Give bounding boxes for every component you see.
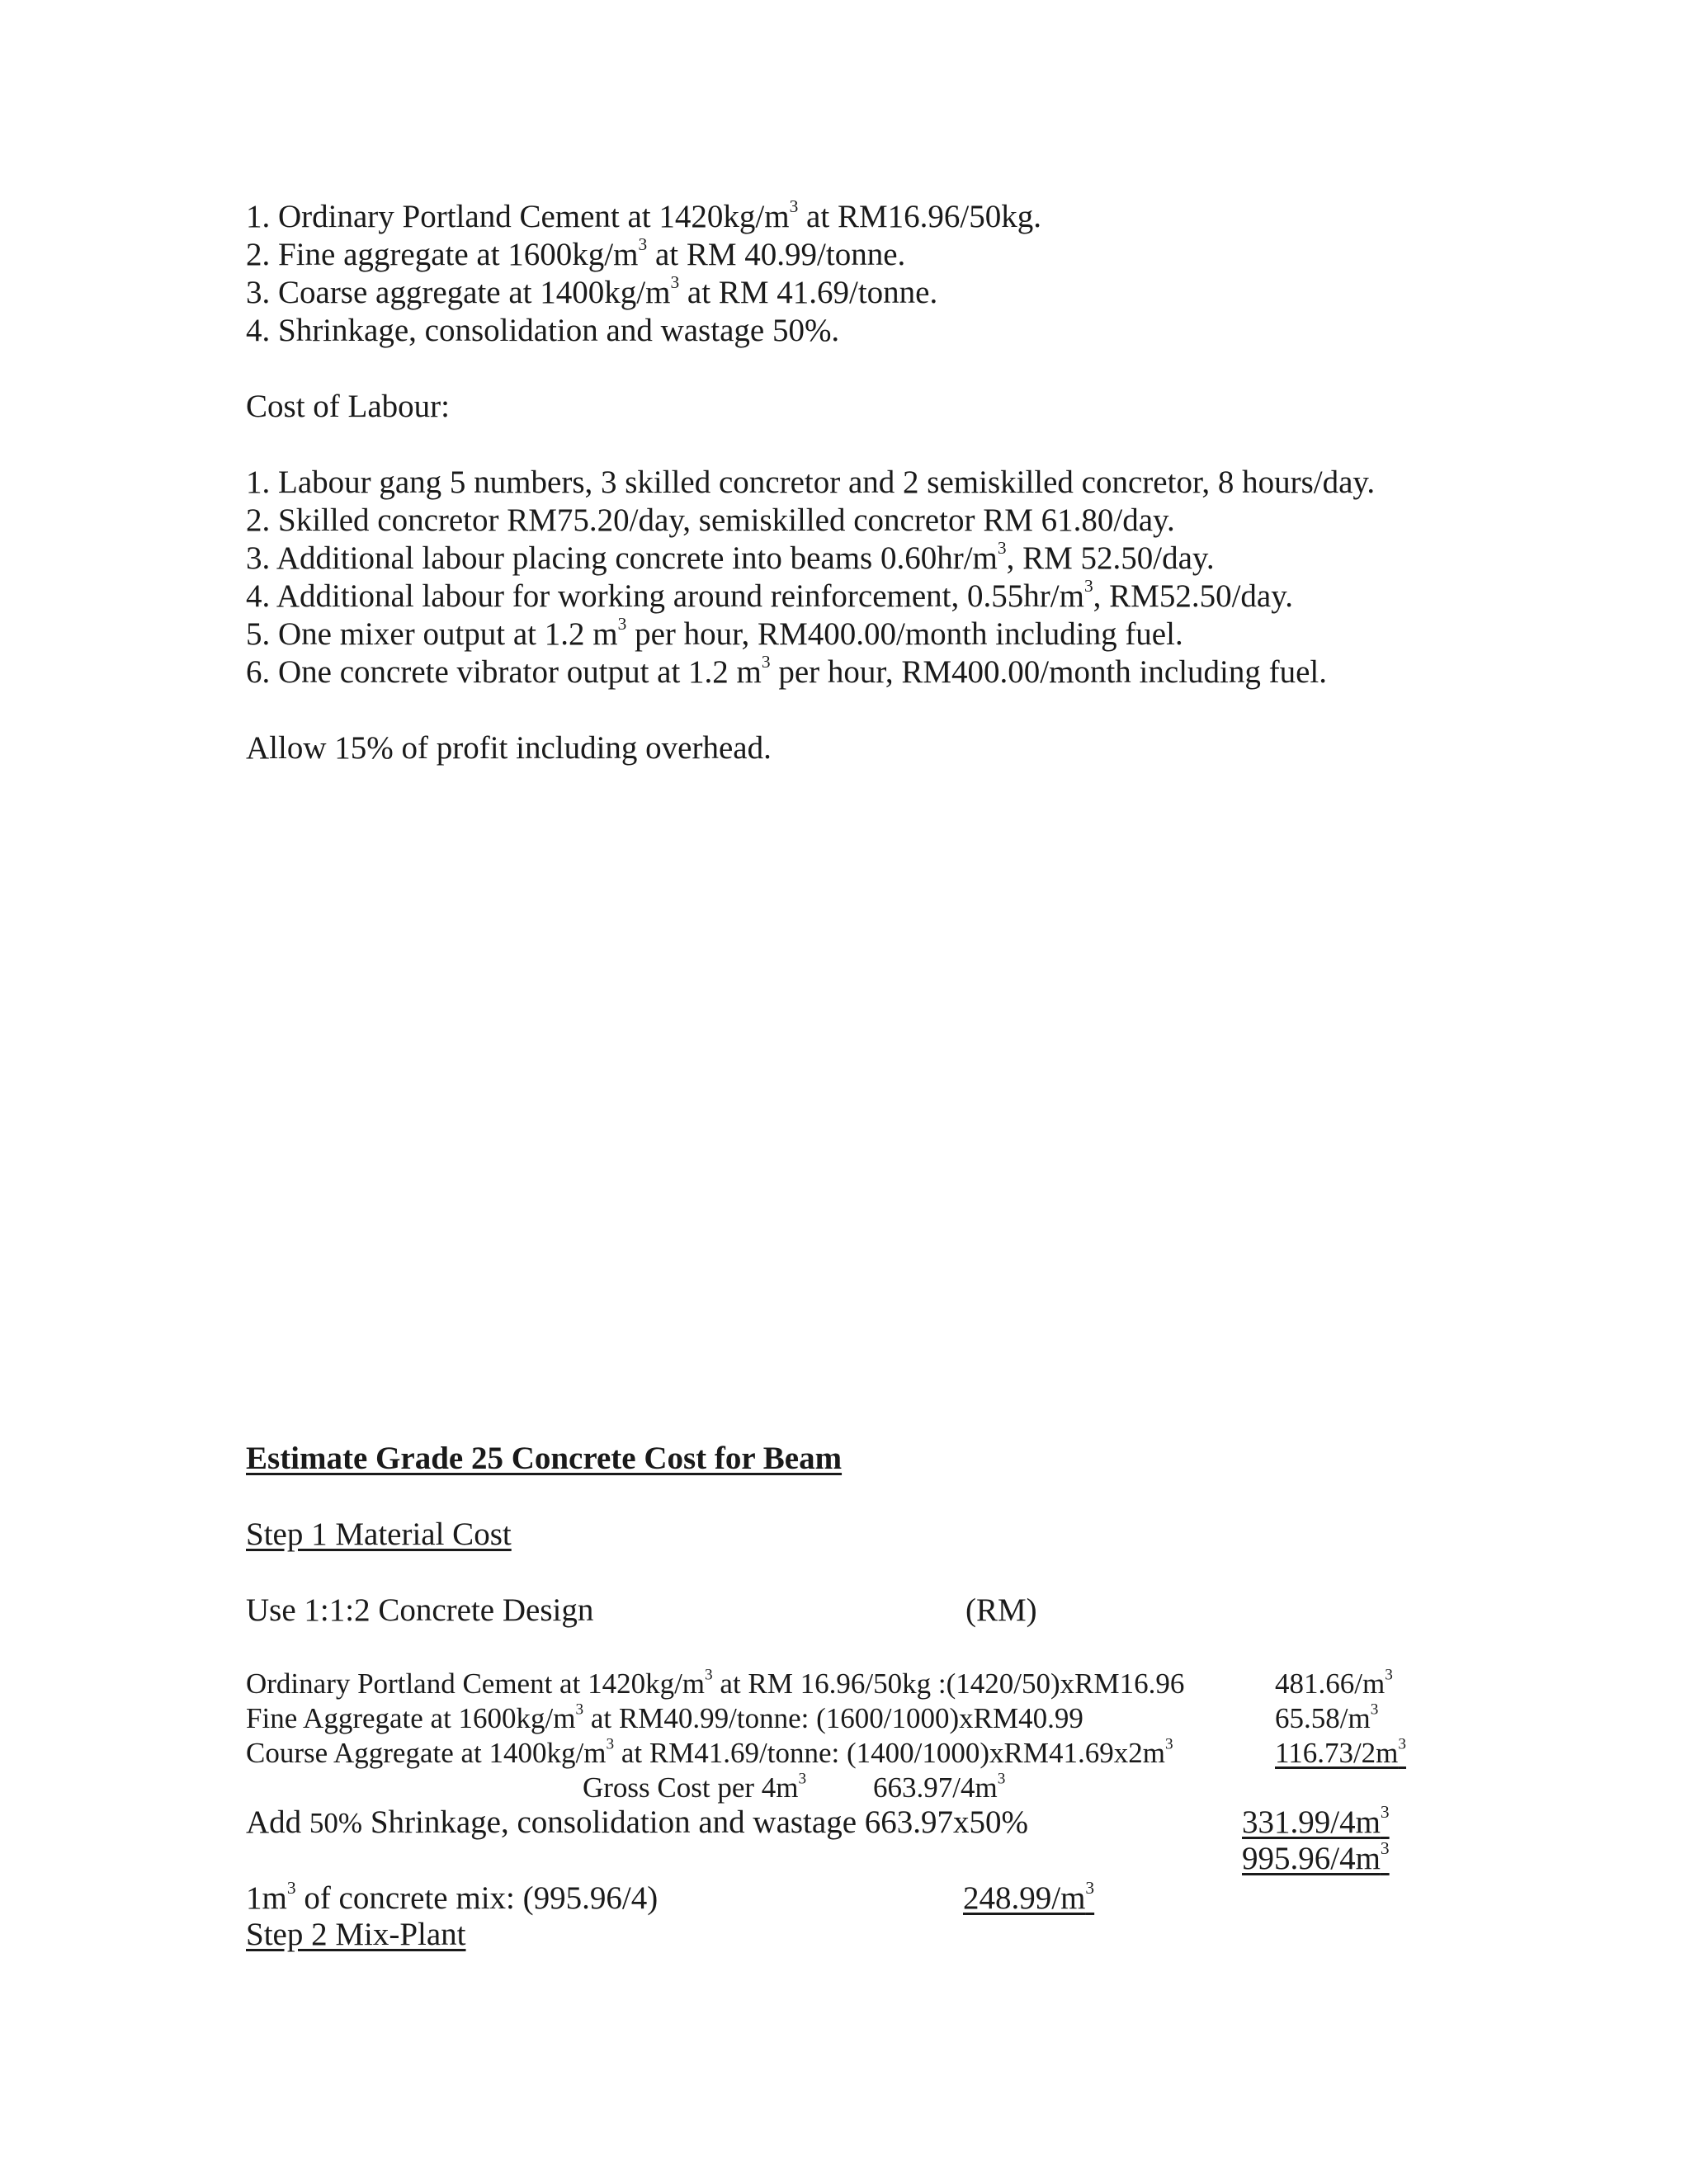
profit-note: Allow 15% of profit including overhead. [246, 730, 772, 766]
labour-item-5: 5. One mixer output at 1.2 $m^3$ per hour, RM400.00/month including fuel. [246, 613, 1183, 652]
estimate-title: Estimate Grade 25 Concrete Cost for Beam [246, 1441, 843, 1476]
labour-item-3: 3. Additional labour placing concrete into beams $0.60hr/m^3$, RM 52.50/day. [246, 537, 1215, 576]
labour-item-6: 6. One concrete vibrator output at 1.2 $m^3$ per hour, RM400.00/month including fuel. [246, 651, 1327, 690]
labour-item-4: 4. Additional labour for working around reinforcement, $0.55hr/m^3$, RM52.50/day. [246, 575, 1293, 614]
mix-row: $1m^3$ of concrete mix: (995.96/4) [246, 1877, 659, 1916]
total-value: $995.96/4m^3$ [1242, 1837, 1390, 1876]
cost-value-cement: $481.66/m^3$ [1275, 1666, 1393, 1700]
material-item-4: 4. Shrinkage, consolidation and wastage 50%. [246, 313, 840, 348]
cost-value-coarse-aggregate: $116.73/2m^3$ [1275, 1735, 1407, 1769]
design-label: Use 1:1:2 Concrete Design [246, 1592, 594, 1628]
step1-heading: Step 1 Material Cost [246, 1517, 512, 1552]
mix-value: $248.99/m^3$ [963, 1877, 1095, 1916]
labour-heading: Cost of Labour: [246, 389, 450, 424]
material-item-2: 2. Fine aggregate at $1600kg/m^3$ at RM 40.99/tonne. [246, 233, 906, 272]
unit-label: (RM) [965, 1592, 1037, 1628]
shrinkage-row: Add 50% Shrinkage, consolidation and wastage 663.97x50% [246, 1804, 1029, 1840]
cost-row-coarse-aggregate: Course Aggregate at $1400kg/m^3$ at RM41.69/tonne: $(1400/1000)xRM41.69x2m^3$ [246, 1735, 1173, 1769]
labour-item-2: 2. Skilled concretor RM75.20/day, semiskilled concretor RM 61.80/day. [246, 502, 1175, 538]
gross-cost-value: $663.97/4m^3$ [873, 1770, 1006, 1804]
cost-row-cement: Ordinary Portland Cement at $1420kg/m^3$ at RM 16.96/50kg :(1420/50)xRM16.96 [246, 1666, 1185, 1700]
cost-row-fine-aggregate: Fine Aggregate at $1600kg/m^3$ at RM40.99/tonne: (1600/1000)xRM40.99 [246, 1701, 1083, 1734]
step2-heading: Step 2 Mix-Plant [246, 1917, 466, 1952]
material-item-1: 1. Ordinary Portland Cement at $1420kg/m^3$ at RM16.96/50kg. [246, 196, 1041, 234]
gross-cost-label: Gross Cost per $4m^3$ [583, 1770, 807, 1804]
cost-value-fine-aggregate: $65.58/m^3$ [1275, 1701, 1379, 1734]
shrinkage-value: $331.99/4m^3$ [1242, 1801, 1390, 1840]
labour-item-1: 1. Labour gang 5 numbers, 3 skilled concretor and 2 semiskilled concretor, 8 hours/day. [246, 465, 1376, 500]
material-item-3: 3. Coarse aggregate at $1400kg/m^3$ at RM 41.69/tonne. [246, 271, 938, 310]
